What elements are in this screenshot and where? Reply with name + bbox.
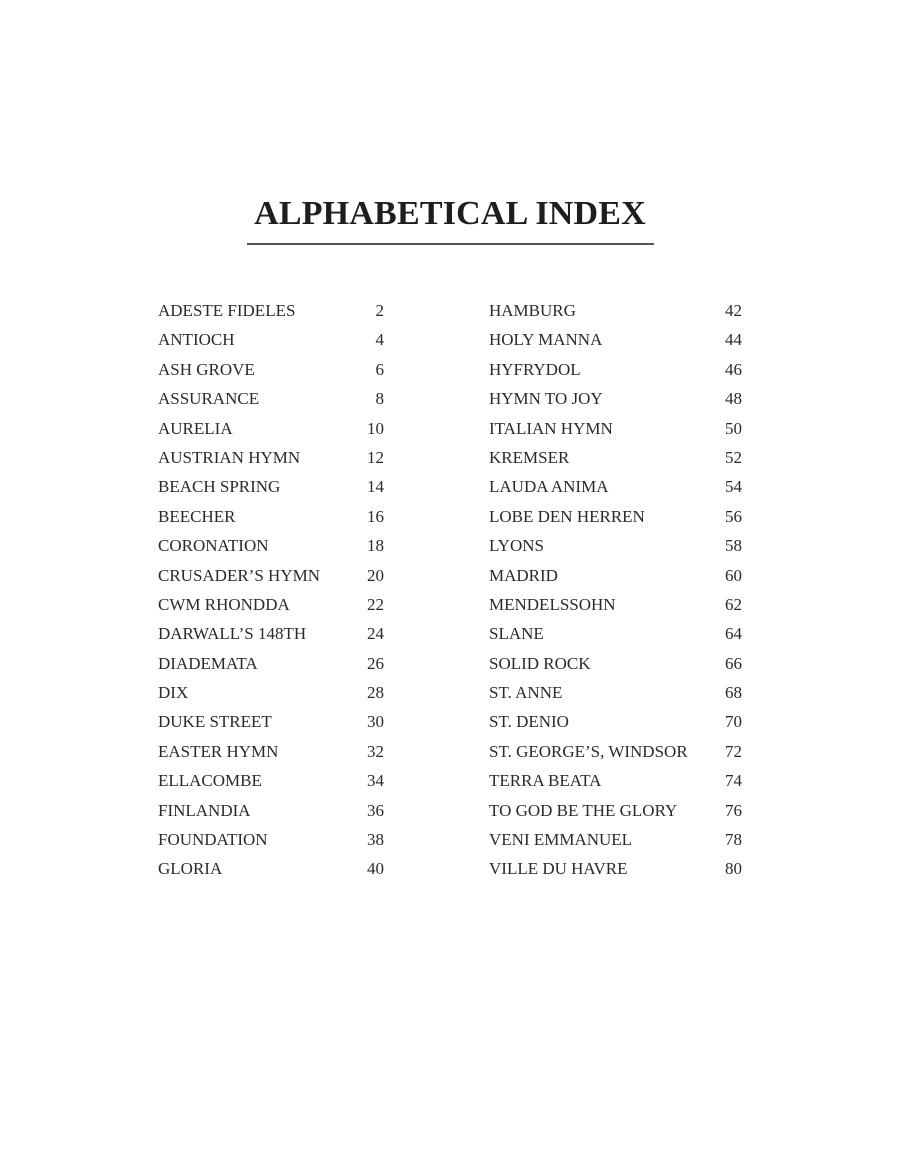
hymn-tune-name: DARWALL’S 148TH	[158, 624, 307, 644]
page-number: 76	[725, 800, 742, 820]
hymn-tune-name: AUSTRIAN HYMN	[158, 447, 301, 467]
page-number: 34	[367, 771, 384, 791]
page-number: 60	[725, 565, 742, 585]
page-number: 48	[725, 389, 742, 409]
page-number: 80	[725, 859, 742, 879]
index-entry	[158, 325, 384, 354]
index-entry	[158, 825, 384, 854]
page-number: 22	[367, 594, 384, 614]
index-entry	[489, 678, 742, 707]
hymn-tune-name: CORONATION	[158, 536, 269, 556]
index-entry	[489, 796, 742, 825]
index-entry	[489, 737, 742, 766]
hymn-tune-name: LAUDA ANIMA	[489, 477, 609, 497]
index-entry	[489, 619, 742, 648]
index-entry	[158, 531, 384, 560]
index-entry	[489, 561, 742, 590]
hymn-tune-name: ANTIOCH	[158, 330, 235, 350]
page-number: 52	[725, 447, 742, 467]
page-number: 44	[725, 330, 742, 350]
page-number: 38	[367, 830, 384, 850]
hymn-tune-name: MADRID	[489, 565, 558, 585]
page-number: 6	[375, 359, 384, 379]
hymn-tune-name: KREMSER	[489, 447, 570, 467]
index-column-right	[489, 296, 742, 884]
index-entry	[489, 590, 742, 619]
hymn-tune-name: DIADEMATA	[158, 653, 258, 673]
index-entry	[489, 707, 742, 736]
index-entry	[489, 766, 742, 795]
page-number: 4	[375, 330, 384, 350]
page-number: 30	[367, 712, 384, 732]
index-entry	[158, 355, 384, 384]
index-entry	[158, 678, 384, 707]
index-entry	[158, 766, 384, 795]
hymn-tune-name: ADESTE FIDELES	[158, 301, 296, 320]
index-entry	[489, 649, 742, 678]
page-number: 28	[367, 683, 384, 703]
hymn-tune-name: FOUNDATION	[158, 830, 268, 850]
index-entry	[489, 472, 742, 501]
hymn-tune-name: ST. DENIO	[489, 712, 569, 732]
page-number: 10	[367, 418, 384, 438]
hymn-tune-name: TO GOD BE THE GLORY	[489, 800, 678, 820]
hymn-tune-name: ITALIAN HYMN	[489, 418, 613, 438]
hymn-tune-name: DUKE STREET	[158, 712, 272, 732]
index-entry	[158, 737, 384, 766]
hymn-tune-name: AURELIA	[158, 418, 233, 438]
hymn-tune-name: VILLE DU HAVRE	[489, 859, 628, 879]
index-entry	[489, 414, 742, 443]
hymn-tune-name: LOBE DEN HERREN	[489, 506, 645, 526]
hymn-tune-name: HOLY MANNA	[489, 330, 603, 350]
page-number: 8	[375, 389, 384, 409]
index-entry	[489, 296, 742, 325]
page-number: 24	[367, 624, 384, 644]
hymn-tune-name: ST. GEORGE’S, WINDSOR	[489, 741, 688, 761]
page-number: 58	[725, 536, 742, 556]
page-number: 78	[725, 830, 742, 850]
index-entry	[489, 854, 742, 883]
page-number: 50	[725, 418, 742, 438]
index-entry	[489, 384, 742, 413]
hymn-tune-name: TERRA BEATA	[489, 771, 602, 791]
page-number: 18	[367, 536, 384, 556]
page-number: 12	[367, 447, 384, 467]
index-entry	[489, 355, 742, 384]
page-number: 56	[725, 506, 742, 526]
hymn-tune-name: BEECHER	[158, 506, 236, 526]
index-entry	[158, 414, 384, 443]
index-entry	[158, 590, 384, 619]
page-number: 54	[725, 477, 742, 497]
index-entry	[158, 472, 384, 501]
hymn-tune-name: BEACH SPRING	[158, 477, 281, 497]
index-entry	[158, 561, 384, 590]
hymn-tune-name: SOLID ROCK	[489, 653, 591, 673]
hymn-tune-name: SLANE	[489, 624, 544, 644]
page-number: 32	[367, 741, 384, 761]
hymn-tune-name: ASSURANCE	[158, 389, 260, 409]
page-number: 20	[367, 565, 384, 585]
index-entry	[158, 443, 384, 472]
index-entry	[158, 796, 384, 825]
index-entry	[489, 443, 742, 472]
hymn-tune-name: ASH GROVE	[158, 359, 255, 379]
index-entry	[489, 325, 742, 354]
hymn-tune-name: HAMBURG	[489, 301, 576, 320]
page-number: 62	[725, 594, 742, 614]
hymn-tune-name: DIX	[158, 683, 189, 703]
hymn-tune-name: FINLANDIA	[158, 800, 251, 820]
hymn-tune-name: VENI EMMANUEL	[489, 830, 633, 850]
page-number: 42	[725, 301, 742, 320]
page-number: 2	[375, 301, 384, 320]
index-entry	[158, 619, 384, 648]
page-number: 36	[367, 800, 384, 820]
hymn-tune-name: HYMN TO JOY	[489, 389, 603, 409]
page-number: 16	[367, 506, 384, 526]
page-number: 66	[725, 653, 742, 673]
index-column-left	[158, 296, 384, 884]
index-entry	[489, 502, 742, 531]
page-number: 26	[367, 653, 384, 673]
index-entry	[489, 531, 742, 560]
index-entry	[158, 296, 384, 325]
hymn-tune-name: CRUSADER’S HYMN	[158, 565, 320, 585]
page-number: 72	[725, 741, 742, 761]
hymn-tune-name: HYFRYDOL	[489, 359, 581, 379]
hymn-tune-name: CWM RHONDDA	[158, 594, 290, 614]
page-number: 40	[367, 859, 384, 879]
index-entry	[158, 502, 384, 531]
page-number: 14	[367, 477, 384, 497]
page-title: ALPHABETICAL INDEX	[254, 195, 646, 232]
hymn-tune-name: MENDELSSOHN	[489, 594, 616, 614]
page-number: 46	[725, 359, 742, 379]
page-number: 70	[725, 712, 742, 732]
index-entry	[158, 707, 384, 736]
hymn-tune-name: GLORIA	[158, 859, 223, 879]
index-entry	[158, 854, 384, 883]
page-number: 68	[725, 683, 742, 703]
index-entry	[489, 825, 742, 854]
page-number: 74	[725, 771, 742, 791]
hymn-tune-name: ELLACOMBE	[158, 771, 262, 791]
page-number: 64	[725, 624, 742, 644]
index-entry	[158, 649, 384, 678]
index-entry	[158, 384, 384, 413]
hymn-tune-name: ST. ANNE	[489, 683, 563, 703]
title-underline	[247, 243, 654, 245]
hymn-tune-name: LYONS	[489, 536, 544, 556]
hymn-tune-name: EASTER HYMN	[158, 741, 279, 761]
